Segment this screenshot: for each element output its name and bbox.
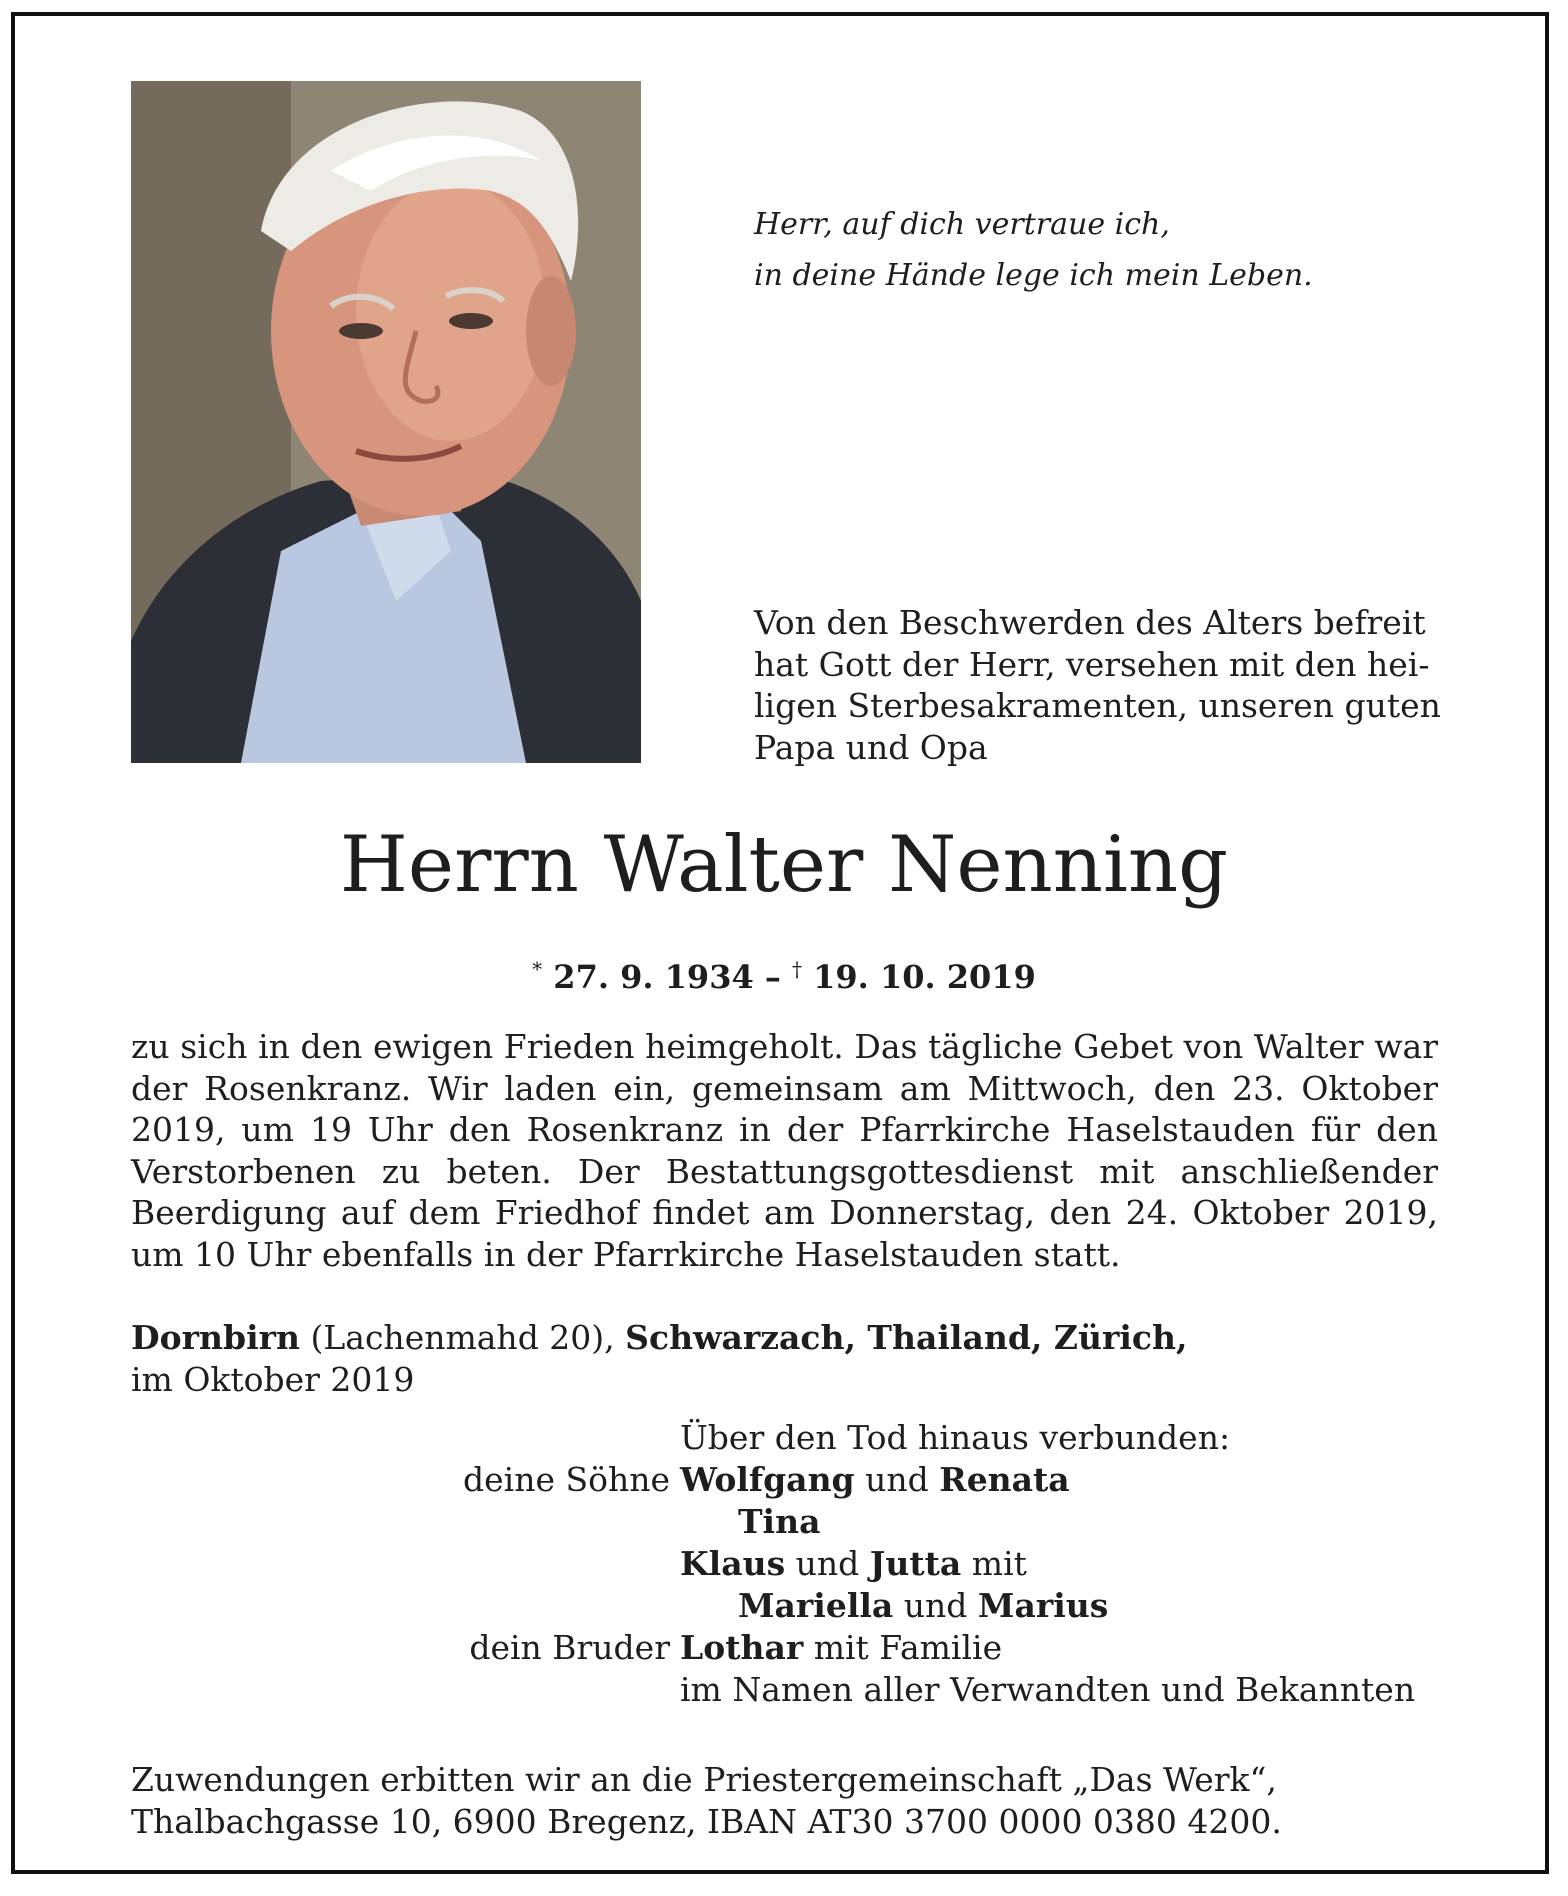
family-list <box>380 1417 1460 1711</box>
body-line: Verstorbenen zu beten. Der Bestattungsgottesdienst mit anschließender <box>131 1151 1438 1191</box>
footer-line: Thalbachgasse 10, 6900 Bregenz, IBAN AT30 3700 0000 0380 4200. <box>131 1802 1282 1841</box>
conjunction: und <box>893 1586 978 1625</box>
brother-label: dein Bruder <box>469 1628 670 1667</box>
family-row <box>380 1585 1460 1627</box>
birth-date: 27. 9. 1934 <box>553 958 754 996</box>
address: (Lachenmahd 20), <box>300 1318 626 1357</box>
death-symbol: † <box>792 957 802 981</box>
body-line: der Rosenkranz. Wir laden ein, gemeinsam am Mittwoch, den 23. Oktober <box>131 1068 1438 1108</box>
death-date: 19. 10. 2019 <box>813 958 1036 996</box>
family-member: Wolfgang <box>680 1460 855 1499</box>
family-entry <box>738 1501 820 1543</box>
deceased-name: Herrn Walter Nenning <box>339 820 1229 910</box>
other-places: Schwarzach, Thailand, Zürich, <box>625 1318 1188 1357</box>
family-entry <box>738 1585 1108 1627</box>
intro-line: Papa und Opa <box>754 727 988 767</box>
conjunction: und <box>854 1460 940 1499</box>
family-heading: Über den Tod hinaus verbunden: <box>680 1418 1231 1457</box>
family-member: Jutta <box>869 1544 962 1583</box>
family-heading-row <box>380 1417 1460 1459</box>
city-name: Dornbirn <box>131 1318 300 1357</box>
family-member: Lothar <box>680 1628 804 1667</box>
body-line: zu sich in den ewigen Frieden heimgeholt. Das tägliche Gebet von Walter war <box>131 1027 1438 1066</box>
conjunction: und <box>785 1544 870 1583</box>
intro-line: Von den Beschwerden des Alters befreit <box>754 603 1426 642</box>
family-member: Klaus <box>680 1544 786 1583</box>
date-line: im Oktober 2019 <box>131 1359 415 1399</box>
portrait-photo <box>131 81 641 763</box>
family-row <box>380 1459 1460 1501</box>
sons-label: deine Söhne <box>463 1460 670 1499</box>
intro-line: ligen Sterbesakramenten, unseren guten <box>754 686 1441 725</box>
conjunction: mit <box>961 1544 1027 1583</box>
body-line: um 10 Uhr ebenfalls in der Pfarrkirche Haselstauden statt. <box>131 1234 1121 1274</box>
body-line: Beerdigung auf dem Friedhof findet am Donnerstag, den 24. Oktober 2019, <box>131 1193 1438 1232</box>
motto-line: Herr, auf dich vertraue ich, <box>754 207 1170 242</box>
life-dates <box>0 945 1568 1001</box>
place-and-date <box>131 1317 1187 1400</box>
birth-symbol: * <box>532 957 543 981</box>
family-row <box>380 1543 1460 1585</box>
donation-note <box>131 1759 1282 1843</box>
motto-quote <box>754 199 1313 301</box>
family-member: Marius <box>977 1586 1109 1625</box>
footer-line: Zuwendungen erbitten wir an die Priestergemeinschaft „Das Werk“, <box>131 1760 1277 1799</box>
announcement-body <box>131 1026 1438 1275</box>
family-entry <box>680 1459 1070 1501</box>
intro-text <box>754 602 1444 768</box>
place-line <box>131 1317 1187 1359</box>
family-member: Mariella <box>738 1586 894 1625</box>
family-row <box>380 1501 1460 1543</box>
family-closing: im Namen aller Verwandten und Bekannten <box>680 1670 1416 1709</box>
family-entry <box>680 1543 1027 1585</box>
family-member: Renata <box>939 1460 1070 1499</box>
intro-line: hat Gott der Herr, versehen mit den hei- <box>754 644 1430 684</box>
family-entry <box>680 1627 1002 1669</box>
body-line: 2019, um 19 Uhr den Rosenkranz in der Pfarrkirche Haselstauden für den <box>131 1110 1438 1149</box>
motto-line: in deine Hände lege ich mein Leben. <box>754 258 1313 293</box>
family-member: Tina <box>738 1502 821 1541</box>
family-row <box>380 1669 1460 1711</box>
date-separator: – <box>764 958 781 996</box>
conjunction: mit Familie <box>803 1628 1003 1667</box>
family-row <box>380 1627 1460 1669</box>
